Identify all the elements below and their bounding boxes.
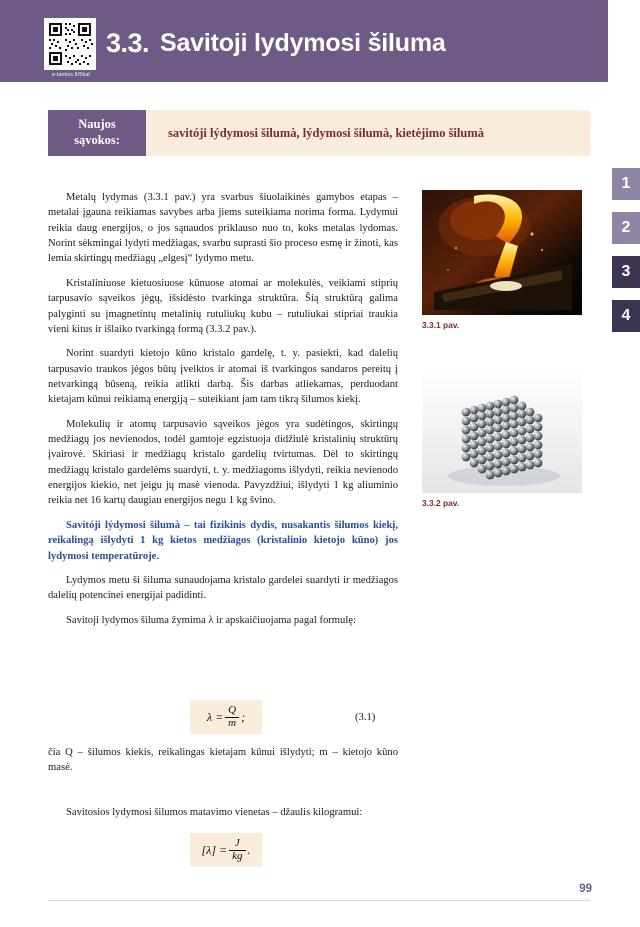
side-tab-2[interactable]: 2 — [612, 212, 640, 244]
formula-1-lhs: λ = — [206, 709, 224, 724]
page-title: Savitoji lydymosi šiluma — [160, 29, 446, 57]
formula-1-numerator: Q — [228, 703, 237, 716]
formula-1-denominator: m — [225, 717, 239, 730]
qr-code-icon[interactable] — [44, 18, 96, 70]
qr-code-glyph — [47, 21, 93, 67]
formula-1-legend — [48, 745, 398, 785]
concepts-label — [48, 110, 146, 156]
paragraph-4: Molekulių ir atomų tarpusavio sąveikos jėgos yra sudėtingos, skirtingų medžiagų jos nevienodos, todėl gamtoje egzistuoja didžiulė kristalinių struktūrų įvairovė. Skiriasi ir medžiagų kristalo gardelių tvirtumas. Dėl to skirtingų medžiagų kristalo gardelėms suardyti, t. y. medžiagoms išlydyti, reikia nevienodo energijos kiekio, net jeigu jų masė vienoda. Pavyzdžiui, išlydyti 1 kg aliuminio reikia net 16 kartų daugiau energijos negu 1 kg švino. — [48, 418, 398, 507]
side-tab-4[interactable]: 4 — [612, 300, 640, 332]
paragraph-2: Kristaliniuose kietuosiuose kūnuose atomai ar molekulės, veikiami stiprių tarpusavio sąveikos jėgų, išsidėsto tvarkinga struktūra. Šią struktūrą galima palyginti su įmagnetintų metalinių rutuliukų kubu – rutuliukai stipriai traukia vieni kitus ir išlaiko tvarkingą formą (3.3.2 pav.). — [48, 277, 398, 335]
formula-2-lhs: [λ] = — [201, 842, 228, 857]
formula-2-fraction — [229, 838, 245, 862]
concepts-terms: savitóji lýdymosi šilumà, lýdymosi šilumà, kietėjimo šilumà — [168, 125, 484, 140]
formula-2-numerator: J — [234, 836, 240, 849]
figure-2-caption: 3.3.2 pav. — [422, 498, 460, 508]
formula-2-tail: . — [247, 842, 251, 857]
paragraph-6: Savitoji lydymos šiluma žymima λ ir apskaičiuojama pagal formulę: — [66, 614, 356, 626]
molten-metal-illustration — [422, 190, 582, 315]
qr-code-caption: e-lankos.lt/5kat — [40, 72, 102, 78]
footer-divider — [48, 900, 590, 901]
concepts-label-line2: sąvokos: — [74, 133, 120, 147]
figure-2 — [422, 368, 582, 508]
concepts-label-line1: Naujos — [78, 117, 116, 132]
page-number: 99 — [579, 883, 592, 895]
formula-specific-heat — [190, 700, 262, 734]
main-text-column — [48, 190, 398, 637]
paragraph-5: Lydymos metu ši šiluma sunaudojama kristalo gardelei suardyti ir medžiagos dalelių potencinei energijai padidinti. — [48, 574, 398, 602]
unit-intro-text: Savitosios lydymosi šilumos matavimo vienetas – džaulis kilogramui: — [66, 807, 363, 818]
side-tab-1[interactable]: 1 — [612, 168, 640, 200]
equation-number-3-1: (3.1) — [355, 712, 376, 723]
formula-specific-heat-unit — [190, 833, 262, 867]
molten-metal-pouring-photo — [422, 190, 582, 315]
formula-1-fraction — [225, 705, 239, 729]
definition-paragraph: Savitóji lýdymosi šilumà – tai fizikinis dydis, nusakantis šilumos kiekį, reikalingą išlydyti 1 kg kietos medžiagos (kristalinio kietojo kūno) jos lydymosi temperatūroje. — [48, 519, 398, 562]
side-tab-3[interactable]: 3 — [612, 256, 640, 288]
magnetic-ball-cube-photo — [422, 368, 582, 493]
paragraph-3: Norint suardyti kietojo kūno kristalo gardelę, t. y. pasiekti, kad dalelių tarpusavio traukos jėgos būtų įveiktos ir atomai iš tvarkingos sandaros pereitų į netvarkingą būseną, reikia atlikti darbą. Šis darbas atliekamas, perduodant kietajam kūnui reikiamą energiją – suteikiant jam tam tikrą šilumos kiekį. — [48, 348, 398, 406]
paragraph-1: Metalų lydymas (3.3.1 pav.) yra svarbus šiuolaikinės gamybos etapas – metalai įgauna reikiamas savybes arba jiems suteikiama norima forma. Lydymui reikia daug energijos, o jos sąnaudos priklauso nuo to, koks metalas lydomas. Norint sėkmingai lydyti medžiagas, svarbu suprasti šio proceso esmę ir žinoti, kas lemia skirtingų medžiagų „elgesį“ lydymo metu. — [48, 192, 398, 265]
magnetic-ball-cube-illustration — [422, 368, 582, 493]
formula-1-legend-text: čia Q – šilumos kiekis, reikalingas kietajam kūnui išlydyti; m – kietojo kūno masė. — [48, 747, 398, 774]
concepts-box — [146, 110, 590, 156]
chapter-number: 3.3. — [106, 28, 150, 58]
formula-2-denominator: kg — [229, 850, 245, 863]
figure-1 — [422, 190, 582, 330]
figure-1-caption: 3.3.1 pav. — [422, 320, 460, 330]
formula-1-tail: ; — [241, 709, 246, 724]
